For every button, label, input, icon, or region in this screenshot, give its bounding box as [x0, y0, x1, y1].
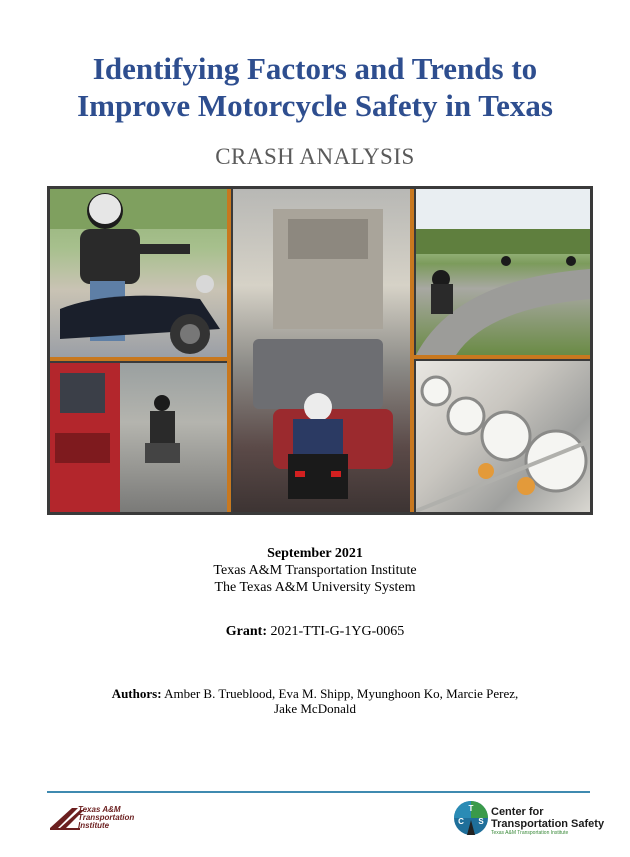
cts-logo-icon — [453, 800, 489, 836]
authors-label: Authors: — [111, 686, 162, 701]
photo-highway-rider — [50, 363, 227, 512]
document-subtitle: CRASH ANALYSIS — [215, 144, 415, 169]
cts-letter-s: S — [478, 817, 484, 826]
photo-traffic-truck — [233, 189, 410, 512]
cts-letter-t: T — [468, 804, 474, 813]
grant-label: Grant: — [225, 624, 267, 639]
photo-chrome-headlights — [416, 361, 590, 512]
tti-logo-line: Texas A&M — [78, 805, 121, 814]
cts-name — [491, 806, 604, 830]
title-line-1: Identifying Factors and Trends to — [92, 51, 538, 86]
institute-name: Texas A&M Transportation Institute — [213, 563, 417, 578]
photo-curving-road — [416, 189, 590, 355]
photo-collage — [47, 186, 593, 515]
authors-block — [100, 686, 530, 716]
collage-divider — [227, 189, 231, 512]
tti-logo-line: Institute — [78, 821, 110, 830]
cts-name-line: Transportation Safety — [491, 818, 605, 830]
grant-number: 2021-TTI-G-1YG-0065 — [270, 624, 405, 639]
grant-info — [0, 624, 630, 640]
authors-line-1 — [100, 686, 530, 701]
publication-date: September 2021 — [267, 546, 363, 561]
cts-letter-c: C — [458, 817, 464, 826]
footer-rule — [47, 791, 590, 793]
title-line-2: Improve Motorcycle Safety in Texas — [77, 88, 553, 123]
photo-rider-standing — [50, 189, 227, 357]
university-system: The Texas A&M University System — [214, 580, 416, 595]
authors-line-2: Jake McDonald — [274, 701, 356, 716]
tti-logo-text — [78, 806, 134, 830]
collage-divider — [414, 355, 590, 359]
cts-subtitle: Texas A&M Transportation Institute — [491, 830, 569, 836]
document-title — [0, 50, 630, 124]
tti-logo-line: Transportation — [78, 813, 135, 822]
authors-names: Amber B. Trueblood, Eva M. Shipp, Myunghoon Ko, Marcie Perez, — [164, 686, 519, 701]
collage-divider — [410, 189, 414, 512]
cts-name-line: Center for — [491, 806, 544, 818]
collage-divider — [50, 357, 227, 361]
